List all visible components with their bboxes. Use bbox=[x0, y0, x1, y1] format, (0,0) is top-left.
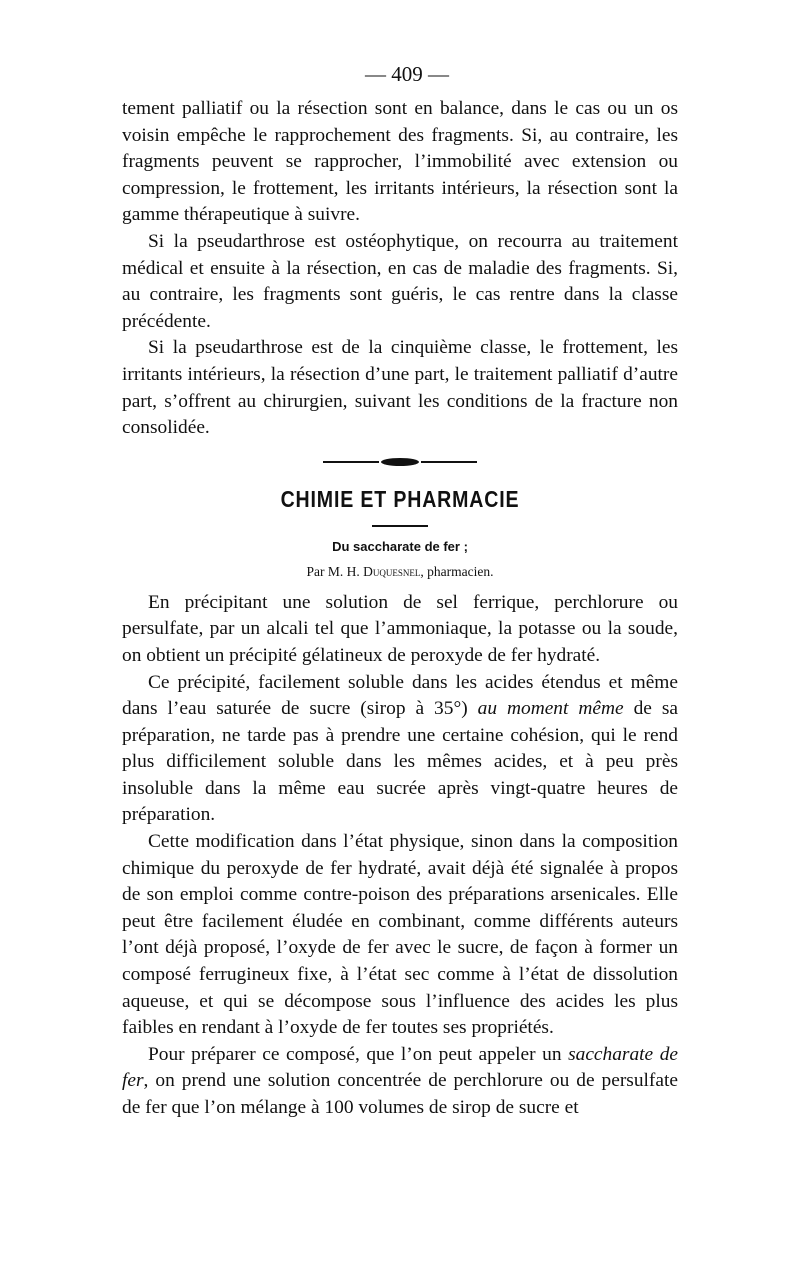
p2-text-after: de sa préparation, ne tarde pas à prendre une certaine cohésion, qui le rend plus difficilement soluble dans les mêmes acides, et à peu près insoluble dans la même eau sucrée après vingt-quatre heures de préparation. bbox=[122, 698, 678, 826]
article-author bbox=[122, 564, 678, 580]
p4-text-before: Pour préparer ce composé, que l’on peut appeler un bbox=[148, 1043, 569, 1065]
paragraph-osteophytic: Si la pseudarthrose est ostéophytique, on recourra au traitement médical et ensuite à la résection, en cas de maladie des fragments. Si, au contraire, les fragments sont guéris, le cas rentre dans la classe précédente. bbox=[122, 230, 678, 332]
p2-emphasis: au moment même bbox=[477, 698, 624, 720]
article-title: Du saccharate de fer ; bbox=[332, 538, 468, 554]
p4-text-after: , on prend une solution concentrée de perchlorure ou de persulfate de fer que l’on mélange à 100 volumes de sirop de sucre et bbox=[122, 1070, 678, 1118]
paragraph-precipitate bbox=[122, 670, 678, 830]
paragraph-modification: Cette modification dans l’état physique, sinon dans la composition chimique du peroxyde de fer hydraté, avait déjà été signalée à propos de son emploi comme contre-poison des préparations arsenicales. Elle peut être facilement éludée en combinant, comme différents auteurs l’ont déjà proposé, l’oxyde de fer avec le sucre, de façon à former un composé ferrugineux fixe, à l’état sec comme à l’état de dissolution aqueuse, et qui se décompose sous l’influence des acides les plus faibles en rendant à l’oxyde de fer toutes ses propriétés. bbox=[122, 831, 678, 1039]
page-number: — 409 — bbox=[365, 62, 449, 86]
p4-emphasis: saccharate de fer bbox=[122, 1043, 678, 1092]
paragraph-continued: tement palliatif ou la résection sont en balance, dans le cas ou un os voisin empêche le rapprochement des fragments. Si, au contraire, les fragments peuvent se rapprocher, l’immobilité avec extension ou compression, le frottement, les irritants intérieurs, la résection sont la gamme thérapeutique à suivre. bbox=[122, 98, 678, 226]
ornament-center bbox=[381, 458, 419, 466]
author-suffix: , pharmacien. bbox=[420, 563, 494, 579]
paragraph-precipitation: En précipitant une solution de sel ferrique, perchlorure ou persulfate, par un alcali tel que l’ammoniaque, la potasse ou la soude, on obtient un précipité gélatineux de peroxyde de fer hydraté. bbox=[122, 591, 678, 666]
author-name: Duquesnel bbox=[363, 563, 421, 579]
title-rule bbox=[372, 525, 428, 527]
paragraph-preparation bbox=[122, 1042, 678, 1122]
ornament-right-bar bbox=[421, 461, 477, 463]
section-divider-ornament bbox=[122, 456, 678, 468]
ornament-left-bar bbox=[323, 461, 379, 463]
author-prefix: Par M. H. bbox=[306, 563, 360, 579]
p2-text-before: Ce précipité, facilement soluble dans les acides étendus et même dans l’eau saturée de sucre (sirop à 35°) bbox=[122, 671, 678, 720]
section-title: CHIMIE ET PHARMACIE bbox=[280, 485, 520, 512]
paragraph-fifth-class: Si la pseudarthrose est de la cinquième classe, le frottement, les irritants intérieurs, la résection d’une part, le traitement palliatif d’autre part, s’offrent au chirurgien, suivant les conditions de la fracture non consolidée. bbox=[122, 337, 678, 439]
book-page bbox=[122, 60, 678, 1122]
